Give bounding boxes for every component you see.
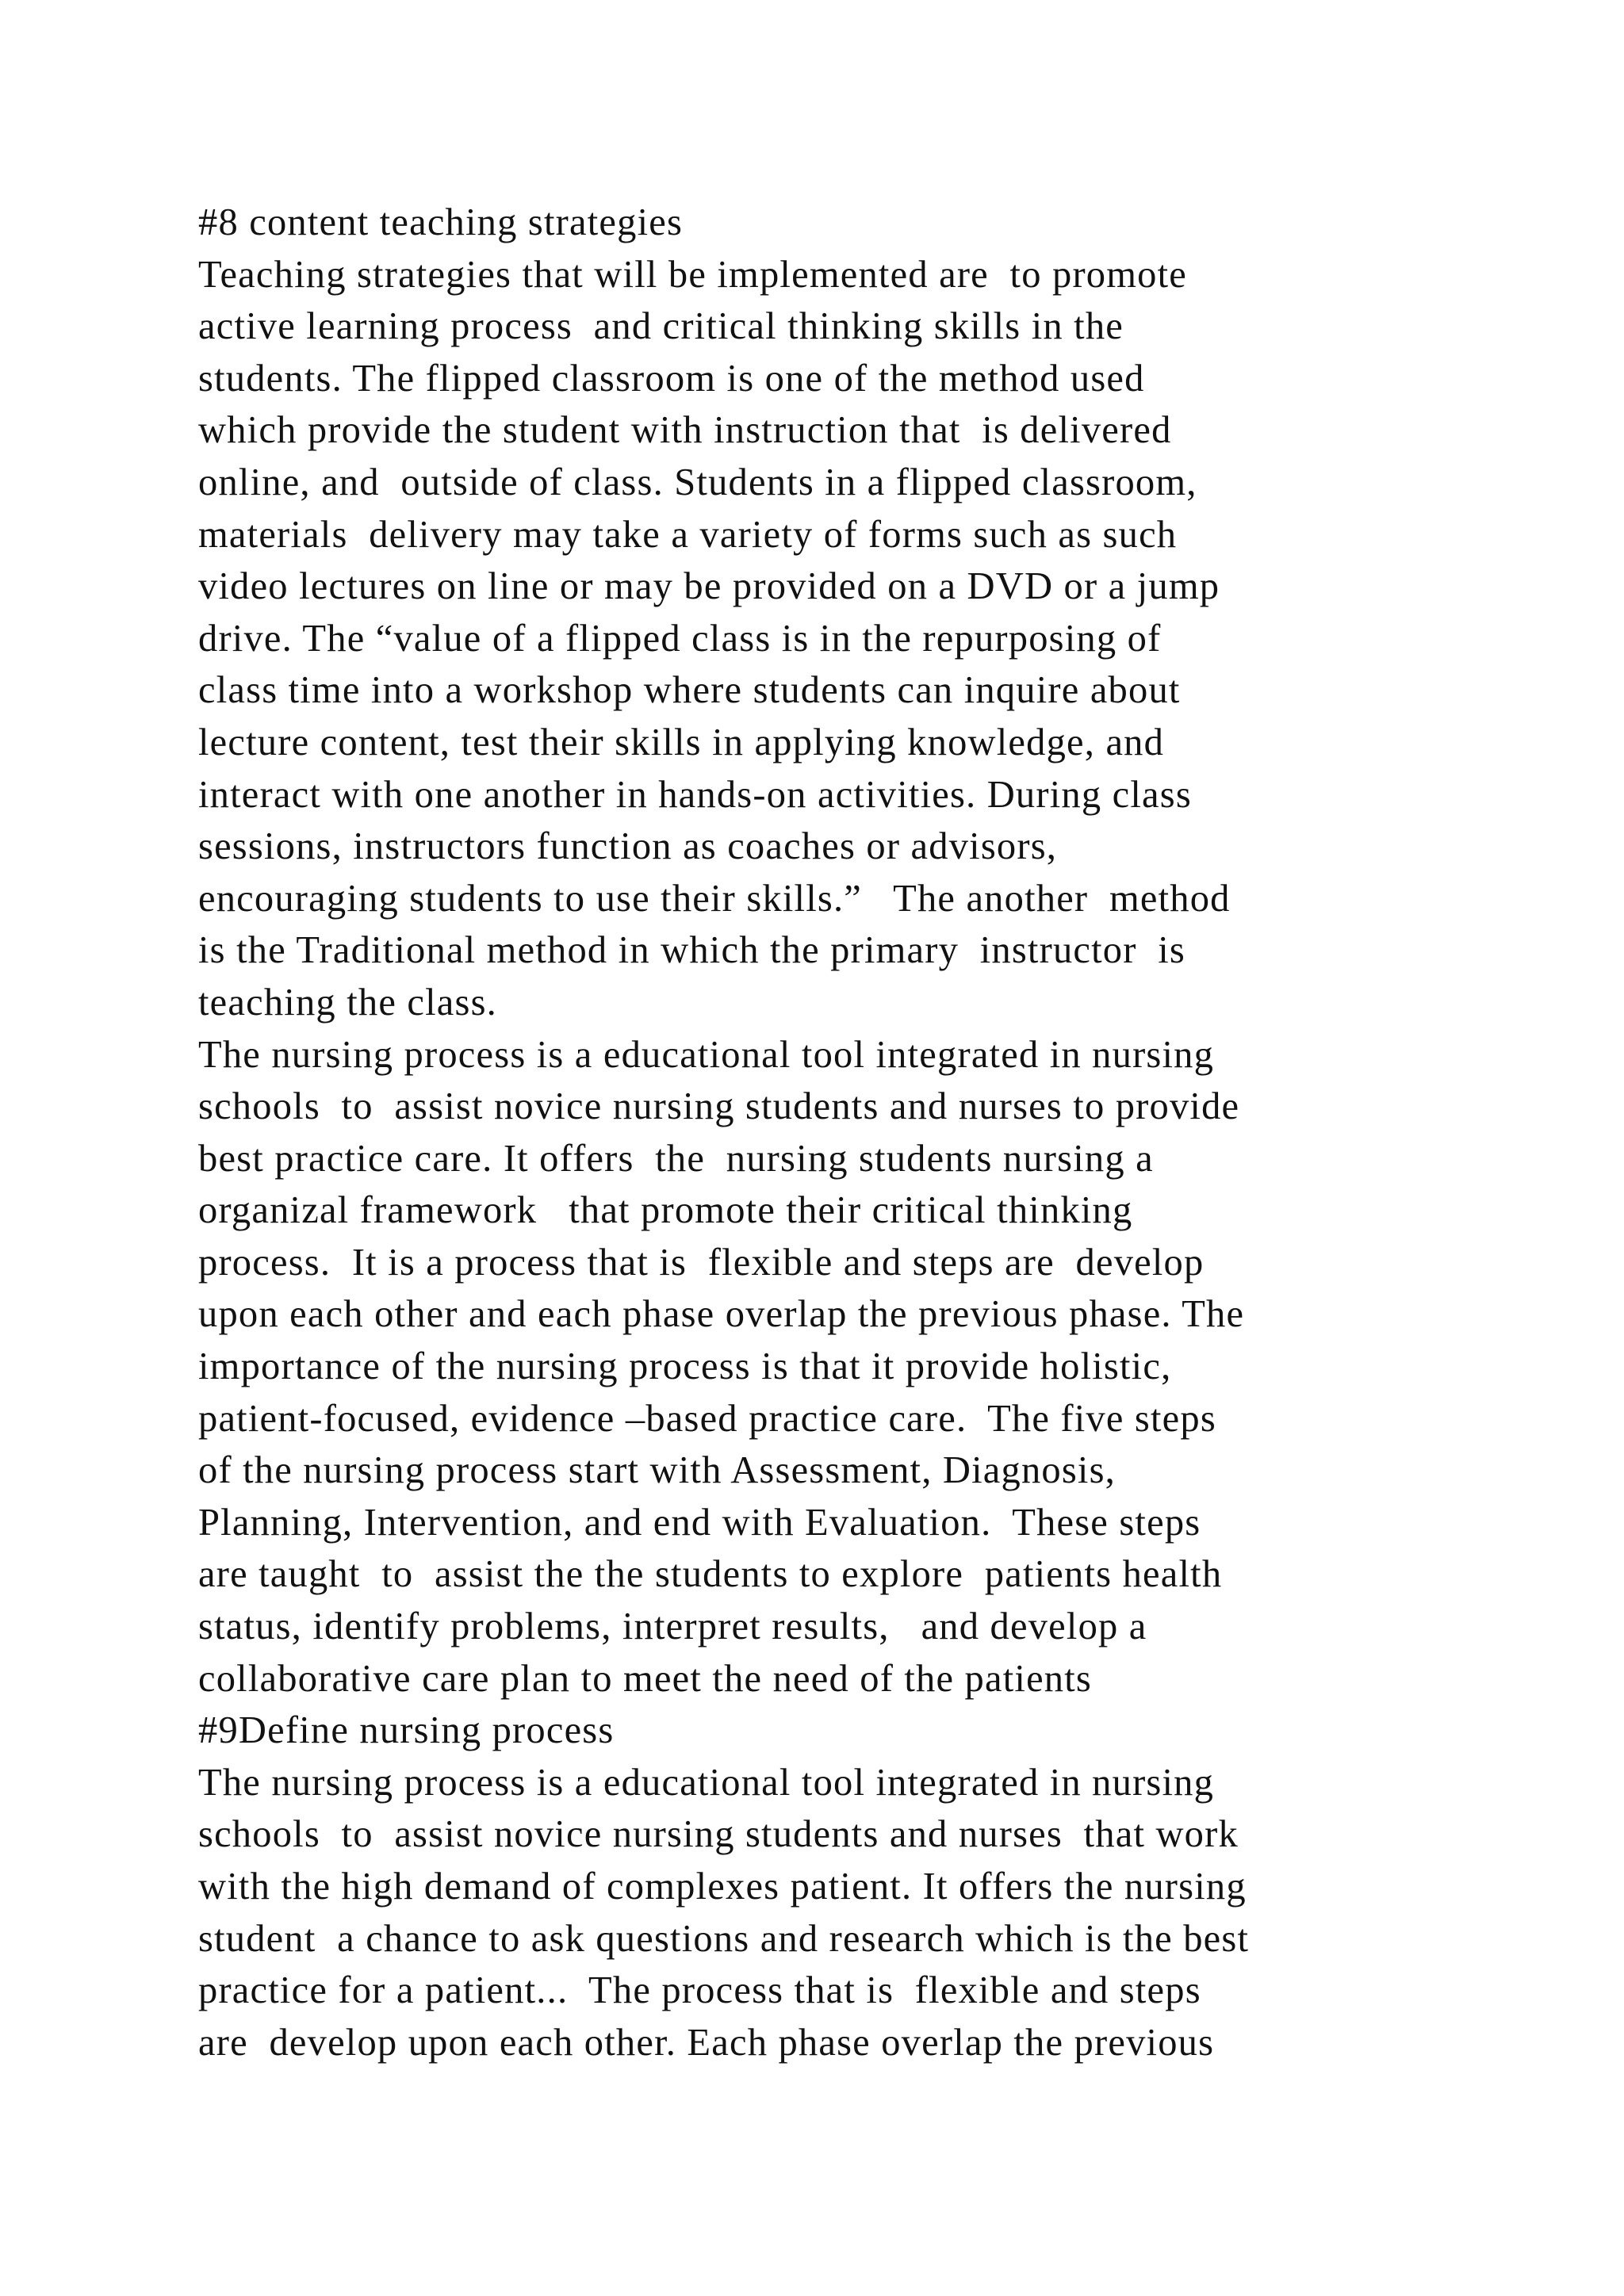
document-body: [198, 197, 1610, 2068]
paragraph-line: Teaching strategies that will be implemented are to promote: [198, 253, 1188, 296]
section-heading-8: #8 content teaching strategies: [198, 201, 684, 243]
paragraph-line: The nursing process is a educational tool integrated in nursing: [198, 1761, 1215, 1804]
paragraph-line: encouraging students to use their skills.” The another method: [198, 877, 1231, 920]
paragraph-line: class time into a workshop where students can inquire about: [198, 669, 1181, 712]
paragraph-line: schools to assist novice nursing students and nurses that work: [198, 1813, 1239, 1856]
paragraph-line: The nursing process is a educational tool integrated in nursing: [198, 1033, 1215, 1076]
paragraph-line: status, identify problems, interpret results, and develop a: [198, 1605, 1147, 1648]
paragraph-line: collaborative care plan to meet the need of the patients: [198, 1657, 1093, 1700]
paragraph-line: online, and outside of class. Students in a flipped classroom,: [198, 461, 1197, 503]
paragraph-line: process. It is a process that is flexible and steps are develop: [198, 1241, 1205, 1284]
paragraph-line: best practice care. It offers the nursing students nursing a: [198, 1137, 1154, 1180]
paragraph-line: Planning, Intervention, and end with Evaluation. These steps: [198, 1501, 1201, 1544]
paragraph-line: are taught to assist the the students to explore patients health: [198, 1553, 1223, 1596]
paragraph-line: importance of the nursing process is that it provide holistic,: [198, 1345, 1172, 1388]
paragraph-line: with the high demand of complexes patient. It offers the nursing: [198, 1866, 1247, 1908]
paragraph-line: schools to assist novice nursing students and nurses to provide: [198, 1085, 1240, 1128]
paragraph-line: are develop upon each other. Each phase overlap the previous: [198, 2021, 1215, 2064]
paragraph-line: student a chance to ask questions and research which is the best: [198, 1917, 1250, 1960]
paragraph-line: interact with one another in hands-on activities. During class: [198, 773, 1192, 816]
paragraph-line: teaching the class.: [198, 981, 497, 1024]
paragraph-line: sessions, instructors function as coaches or advisors,: [198, 825, 1058, 868]
paragraph-line: lecture content, test their skills in applying knowledge, and: [198, 721, 1165, 763]
paragraph-line: of the nursing process start with Assessment, Diagnosis,: [198, 1449, 1116, 1492]
paragraph-line: students. The flipped classroom is one of the method used: [198, 357, 1145, 400]
paragraph-line: drive. The “value of a flipped class is in the repurposing of: [198, 617, 1162, 660]
paragraph-line: organizal framework that promote their critical thinking: [198, 1189, 1133, 1232]
paragraph-line: is the Traditional method in which the primary instructor is: [198, 929, 1186, 972]
paragraph-line: upon each other and each phase overlap the previous phase. The: [198, 1293, 1245, 1336]
section-heading-9: #9Define nursing process: [198, 1709, 615, 1752]
paragraph-line: which provide the student with instruction that is delivered: [198, 409, 1172, 452]
paragraph-line: active learning process and critical thinking skills in the: [198, 305, 1124, 348]
paragraph-line: patient-focused, evidence –based practice care. The five steps: [198, 1397, 1216, 1440]
paragraph-line: video lectures on line or may be provided on a DVD or a jump: [198, 565, 1220, 608]
paragraph-line: practice for a patient... The process that is flexible and steps: [198, 1969, 1201, 2012]
paragraph-line: materials delivery may take a variety of forms such as such: [198, 513, 1178, 556]
